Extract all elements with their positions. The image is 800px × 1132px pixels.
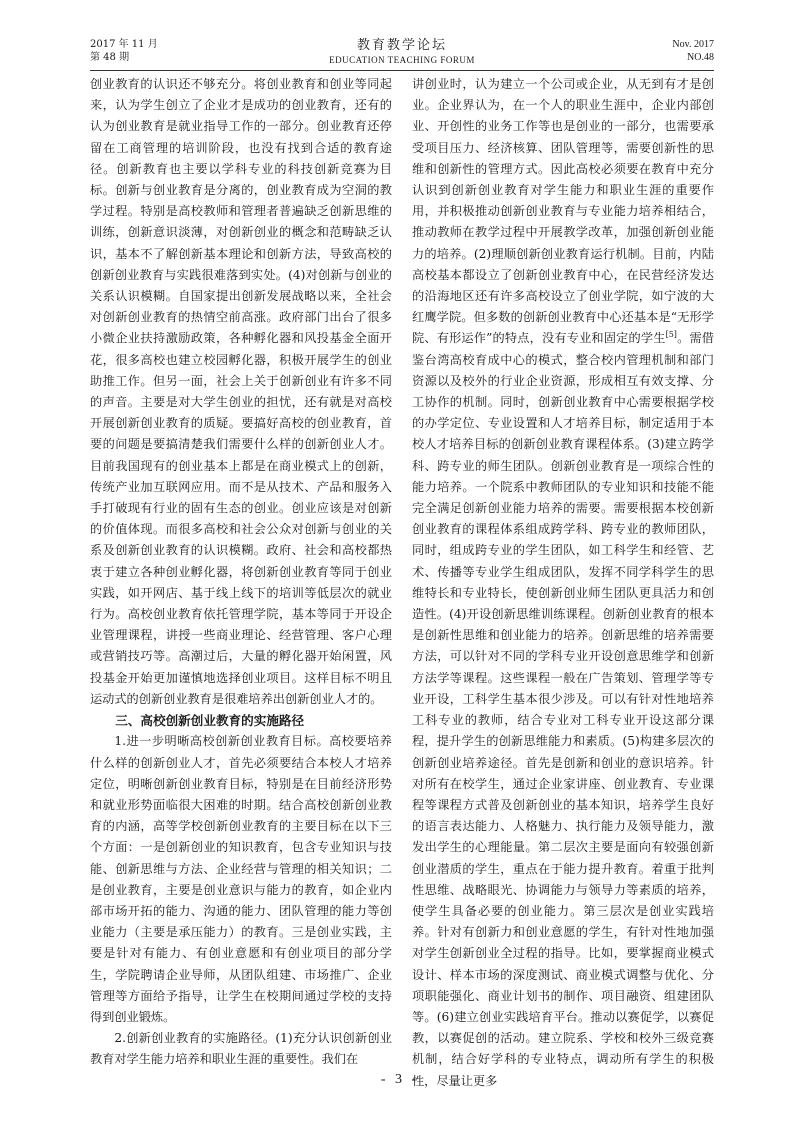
paragraph-text: 讲创业时，认为建立一个公司或企业，从无到有才是创业。企业界认为，在一个人的职业生涯中，企业内部创业、开创性的业务工作等也是创业的一部分，也需要承受项目压力、经济核算、团队管理等，需要创新性的思维和创新性的管理方式。因此高校必须要在教育中充分认识到创新创业教育对学生能力和职业生涯的重要作用，并积极推动创新创业教育与专业能力培养相结合，推动教师在教学过程中开展教学改革，加强创新创业能力的培养。(2)理顺创新创业教育运行机制。目前，内陆高校基本都设立了创新创业教育中心，在民营经济发达的沿海地区还有许多高校设立了创业学院，如宁波的大红鹰学院。但多数的创新创业教育中心还基本是“无形学院、有形运作”的特点，没有专业和固定的学生: [412, 77, 714, 346]
paragraph: 创业教育的认识还不够充分。将创业教育和创业等同起来，认为学生创立了企业才是成功的创业教育，还有的认为创业教育是就业指导工作的一部分。创业教育还停留在工商管理的培训阶段，也没有找到合适的教育途径。创新教育也主要以学科专业的科技创新竞赛为目标。创新与创业教育是分离的，创业教育成为空洞的教学过程。特别是高校教师和管理者普遍缺乏创新思维的训练，创新意识淡薄，对创新创业的概念和范畴缺乏认识，基本不了解创新基本理论和创新方法，导致高校的创新创业教育与实践很难落到实处。(4)对创新与创业的关系认识模糊。自国家提出创新发展战略以来，全社会对创新创业教育的热情空前高涨。政府部门出台了很多小微企业扶持激励政策，各种孵化器和风投基金全面开花，很多高校也建立校园孵化器，积极开展学生的创业助推工作。但另一面，社会上关于创新创业有许多不同的声音。主要是对大学生创业的担忧，还有就是对高校开展创新创业教育的质疑。要搞好高校的创业教育，首要的问题是要搞清楚我们需要什么样的创新创业人才。目前我国现有的创业基本上都是在商业模式上的创新，传统产业加互联网应用。而不是从技术、产品和服务入手打破现有行业的固有生态的创业。创业应该是对创新的价值体现。而很多高校和社会公众对创新与创业的关系及创新创业教育的认识模糊。政府、社会和高校都热衷于建立各种创业孵化器，将创新创业教育等同于创业实践，如开网店、基于线上线下的培训等低层次的就业行为。高校创业教育依托管理学院，基本等同于开设企业管理课程，讲授一些商业理论、经营管理、客户心理或营销技巧等。高潮过后，大量的孵化器开始闲置，风投基金开始更加谨慎地选择创业项目。这样目标不明且运动式的创新创业教育是很难培养出创新创业人才的。: [90, 77, 392, 706]
header-issue: 第 48 期: [90, 52, 130, 63]
page-number: - 3 -: [380, 1072, 420, 1087]
left-column: [90, 74, 392, 1067]
paragraph: 2.创新创业教育的实施路径。(1)充分认识创新创业教育对学生能力培养和职业生涯的重要性。我们在: [90, 1031, 392, 1067]
paragraph: [412, 74, 714, 1092]
header-date-en: Nov. 2017: [672, 39, 714, 50]
citation-ref: [5]: [665, 330, 677, 340]
right-column: [412, 74, 714, 1088]
header-rule: [90, 70, 714, 71]
header-issue-en: NO.48: [687, 52, 714, 63]
article-body: [90, 74, 714, 1088]
running-header: [90, 38, 714, 70]
header-date: 2017 年 11 月: [90, 39, 158, 50]
header-journal: [90, 38, 714, 66]
journal-title-en: EDUCATION TEACHING FORUM: [329, 55, 475, 65]
section-heading: 三、高校创新创业教育的实施路径: [115, 713, 305, 729]
paragraph: 1.进一步明晰高校创新创业教育目标。高校要培养什么样的创新创业人才，首先必须要结合本校人才培养定位，明晰创新创业教育目标，特别是在目前经济形势和就业形势面临很大困难的时期。结合高校创新创业教育的内涵，高等学校创新创业教育的主要目标在以下三个方面：一是创新创业的知识教育，包含专业知识与技能、创新思维与方法、企业经营与管理的相关知识；二是创业教育，主要是创业意识与能力的教育，如企业内部市场开拓的能力、沟通的能力、团队管理的能力等创业能力（主要是承压能力）的教育。三是创业实践，主要是针对有能力、有创业意愿和有创业项目的部分学生，学院聘请企业导师，从团队组建、市场推广、企业管理等方面给予指导，让学生在校期间通过学校的支持得到创业锻炼。: [90, 734, 392, 1024]
journal-title-cn: 教育教学论坛: [356, 38, 447, 53]
paragraph-text: 。需借鉴台湾高校育成中心的模式，整合校内管理机制和部门资源以及校外的行业企业资源，形成相互有效支撑、分工协作的机制。同时，创新创业教育中心需要根据学校的办学定位、专业设置和人才培养目标，制定适用于本校人才培养目标的创新创业教育课程体系。(3)建立跨学科、跨专业的师生团队。创新创业教育是一项综合性的能力培养。一个院系中教师团队的专业知识和技能不能完全满足创新创业能力培养的需要。需要根据本校创新创业教育的课程体系组成跨学科、跨专业的教师团队，同时，组成跨专业的学生团队，如工科学生和经管、艺术、传播等专业学生组成团队，发挥不同学科学生的思维特长和专业特长，使创新创业师生团队更具活力和创造性。(4)开设创新思维训练课程。创新创业教育的根本是创新性思维和创业能力的培养。创新思维的培养需要方法，可以针对不同的学科专业开设创意思维学和创新方法学等课程。这些课程一般在广告策划、管理学等专业开设，工科学生基本很少涉及。可以有针对性地培养工科专业的教师，结合专业对工科专业开设这部分课程，提升学生的创新思维能力和素质。(5)构建多层次的创新创业培养途径。首先是创新和创业的意识培养。针对所有在校学生，通过企业家讲座、创业教育、专业课程等课程方式普及创新创业的基本知识，培养学生良好的语言表达能力、人格魅力、执行能力及领导能力，激发出学生的心理能量。第二层次主要是面向有较强创新创业潜质的学生，重点在于能力提升教育。着重于批判性思维、战略眼光、协调能力与领导力等素质的培养，使学生具备必要的创业能力。第三层次是创业实践培养。针对有创新力和创业意愿的学生，有针对性地加强对学生创新创业全过程的指导。比如，要掌握商业模式设计、样本市场的深度测试、商业模式调整与优化、分项职能强化、商业计划书的制作、项目融资、组建团队等。(6)建立创业实践培育平台。推动以赛促学，以赛促教，以赛促创的活动。建立院系、学校和校外三级竞赛机制，结合好学科的专业特点，调动所有学生的积极性，尽量让更多: [412, 331, 714, 1088]
header-right: [672, 38, 714, 64]
